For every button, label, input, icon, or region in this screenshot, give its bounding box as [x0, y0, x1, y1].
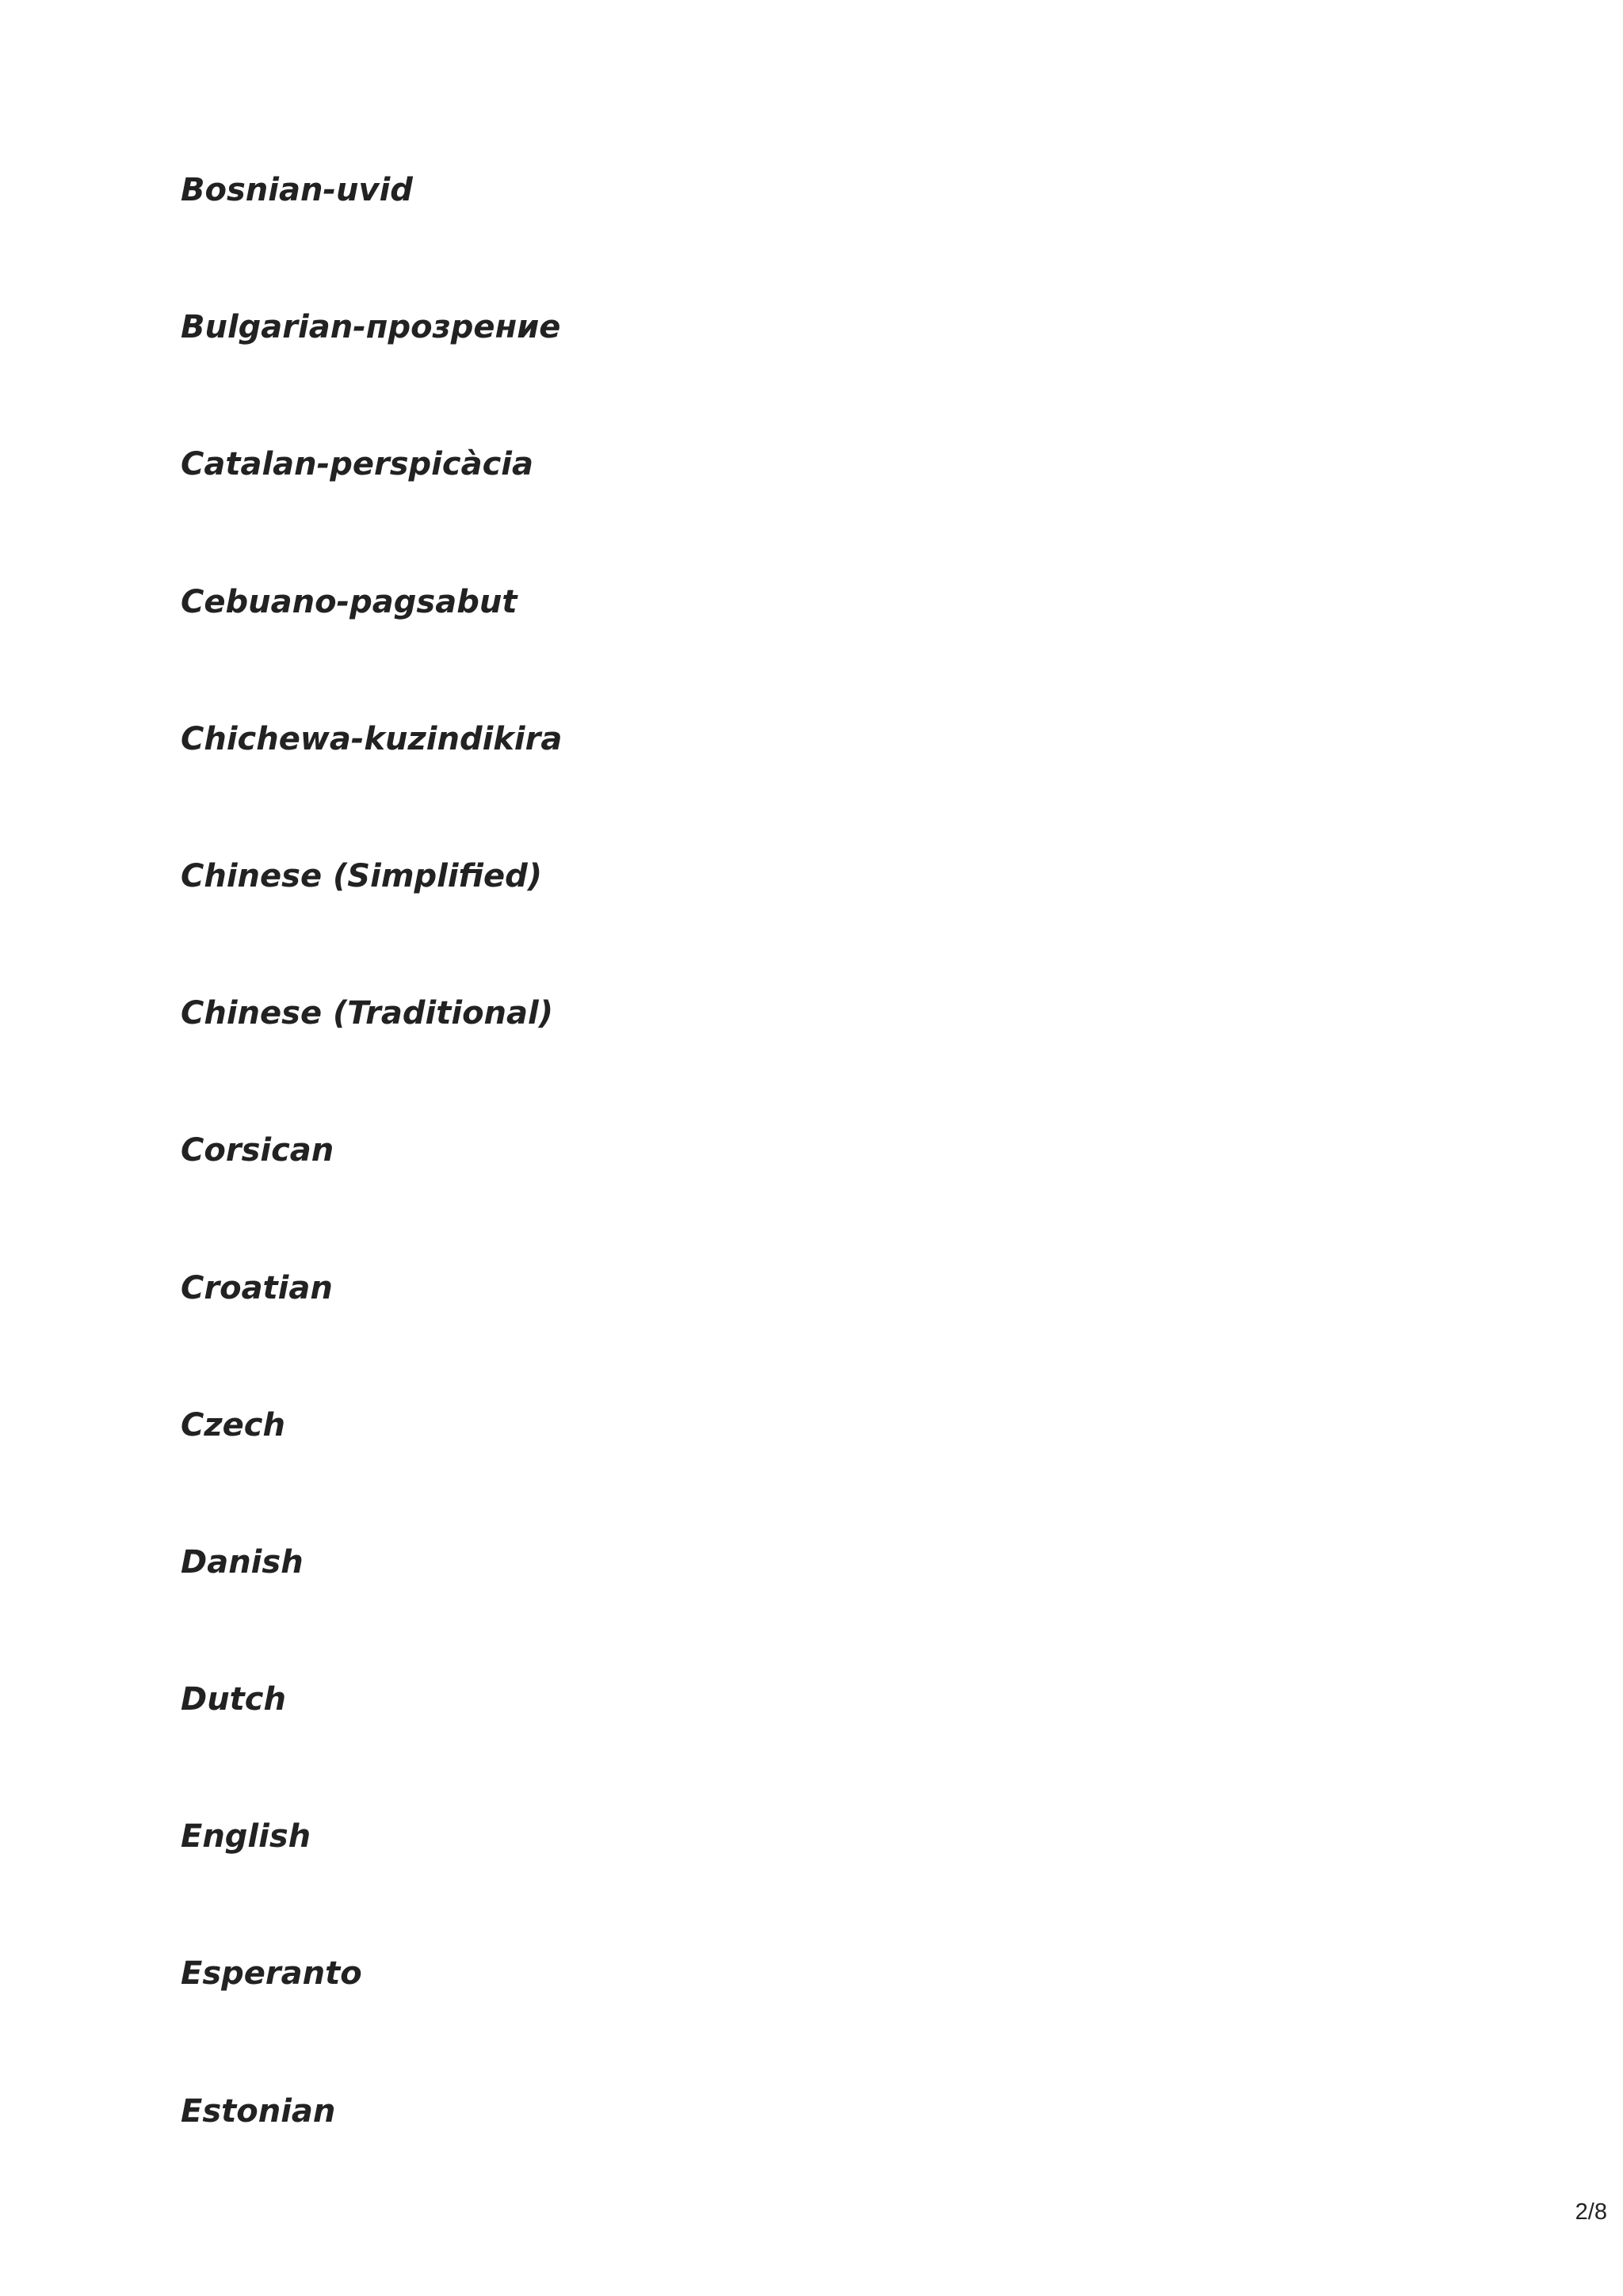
language-item: Corsican [181, 1132, 334, 1169]
language-item: Czech [181, 1406, 285, 1444]
language-item: Catalan-perspicàcia [181, 446, 533, 483]
language-item: Croatian [181, 1269, 333, 1306]
page-number: 2/8 [1575, 2199, 1607, 2225]
language-item: English [181, 1818, 311, 1855]
language-item: Dutch [181, 1681, 286, 1718]
language-item: Chichewa-kuzindikira [181, 720, 563, 757]
language-item: Danish [181, 1543, 304, 1581]
language-item: Estonian [181, 2092, 336, 2130]
language-item: Chinese (Traditional) [181, 995, 554, 1032]
language-item: Bosnian-uvid [181, 172, 413, 208]
language-item: Esperanto [181, 1955, 362, 1993]
language-list [181, 166, 562, 2225]
language-item: Cebuano-pagsabut [181, 583, 517, 620]
language-item: Chinese (Simplified) [181, 857, 543, 894]
language-item: Bulgarian-прозрение [181, 309, 561, 346]
